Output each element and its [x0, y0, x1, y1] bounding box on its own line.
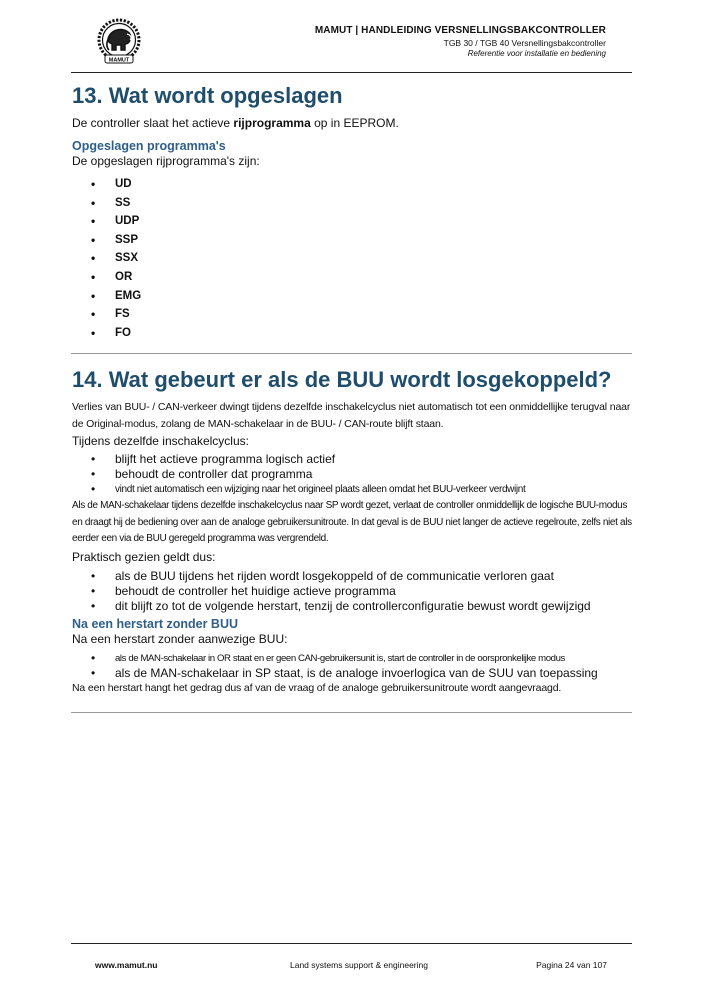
header-divider: [71, 72, 632, 73]
list-item: • SS: [72, 194, 632, 213]
mamut-logo: [94, 17, 144, 65]
list-item: • blijft het actieve programma logisch actief: [72, 452, 632, 467]
footer-website-link[interactable]: www.mamut.nu: [95, 960, 158, 970]
list-item: • dit blijft zo tot de volgende herstart, tenzij de controllerconfiguratie bewust wordt gewijzigd: [72, 599, 632, 614]
section-14-paragraph-2: Als de MAN-schakelaar tijdens dezelfde inschakelcyclus naar SP wordt gezet, verlaat de controller onmiddellijk de logische BUU-modus en draagt hij de bediening over aan de analoge gebruikersunitroute. In dat geval is de BUU niet langer de actieve regelroute, zelfs niet als eerder een via de BUU geregeld programma was vergrendeld.: [72, 500, 632, 544]
document-subtitle: TGB 30 / TGB 40 Versnellingsbakcontroller: [443, 38, 606, 48]
list-item: • als de MAN-schakelaar in OR staat en er geen CAN-gebruikersunit is, start de controller in de oorspronkelijke modus: [72, 651, 632, 666]
list-item: • SSX: [72, 249, 632, 268]
list-item: • als de MAN-schakelaar in SP staat, is de analoge invoerlogica van de SUU van toepassing: [72, 666, 632, 681]
same-cycle-list: [72, 452, 632, 497]
list-item: • UD: [72, 175, 632, 194]
stored-programs-subheading: Opgeslagen programma's: [72, 139, 226, 153]
section-13-intro: De controller slaat het actieve rijprogramma op in EEPROM.: [72, 116, 399, 130]
list-item: • FS: [72, 305, 632, 324]
document-note: Referentie voor installatie en bediening: [467, 49, 606, 58]
stored-programs-list: [72, 175, 632, 342]
list-item: • UDP: [72, 212, 632, 231]
list-item: • FO: [72, 324, 632, 343]
list-item: • als de BUU tijdens het rijden wordt losgekoppeld of de communicatie verloren gaat: [72, 569, 632, 584]
section-14-heading: 14. Wat gebeurt er als de BUU wordt losgekoppeld?: [72, 367, 612, 392]
restart-intro: Na een herstart zonder aanwezige BUU:: [72, 631, 288, 646]
practical-intro: Praktisch gezien geldt dus:: [72, 549, 216, 564]
page-content: [72, 83, 632, 342]
stored-programs-intro: De opgeslagen rijprogramma's zijn:: [72, 154, 260, 168]
footer-divider: [71, 943, 632, 944]
section-14: [72, 367, 632, 696]
restart-list: [72, 651, 632, 681]
list-item: • OR: [72, 268, 632, 287]
document-header: [315, 25, 606, 58]
practical-list: [72, 569, 632, 614]
list-item: • behoudt de controller het huidige actieve programma: [72, 584, 632, 599]
section-divider: [71, 353, 632, 354]
restart-subheading: Na een herstart zonder BUU: [72, 616, 239, 631]
footer-tagline: Land systems support & engineering: [290, 960, 428, 970]
section-13-heading: 13. Wat wordt opgeslagen: [72, 83, 343, 108]
list-item: • vindt niet automatisch een wijziging naar het origineel plaats alleen omdat het BUU-verkeer verdwijnt: [72, 482, 632, 497]
svg-text:MAMUT: MAMUT: [108, 57, 130, 64]
page-number: Pagina 24 van 107: [536, 960, 607, 970]
list-item: • EMG: [72, 287, 632, 306]
document-title: MAMUT | HANDLEIDING VERSNELLINGSBAKCONTROLLER: [314, 25, 606, 36]
list-item: • behoudt de controller dat programma: [72, 467, 632, 482]
list-item: • SSP: [72, 231, 632, 250]
section-14-paragraph-1: Verlies van BUU- / CAN-verkeer dwingt tijdens dezelfde inschakelcyclus niet automatisch tot een onmiddellijke terugval naar de Original-modus, zolang de MAN-schakelaar in de BUU- / CAN-route blijft staan.: [72, 401, 631, 430]
restart-closing: Na een herstart hangt het gedrag dus af van de vraag of de analoge gebruikersunitroute wordt aangevraagd.: [72, 681, 562, 694]
section-end-divider: [71, 712, 632, 713]
same-cycle-intro: Tijdens dezelfde inschakelcyclus:: [72, 434, 249, 448]
